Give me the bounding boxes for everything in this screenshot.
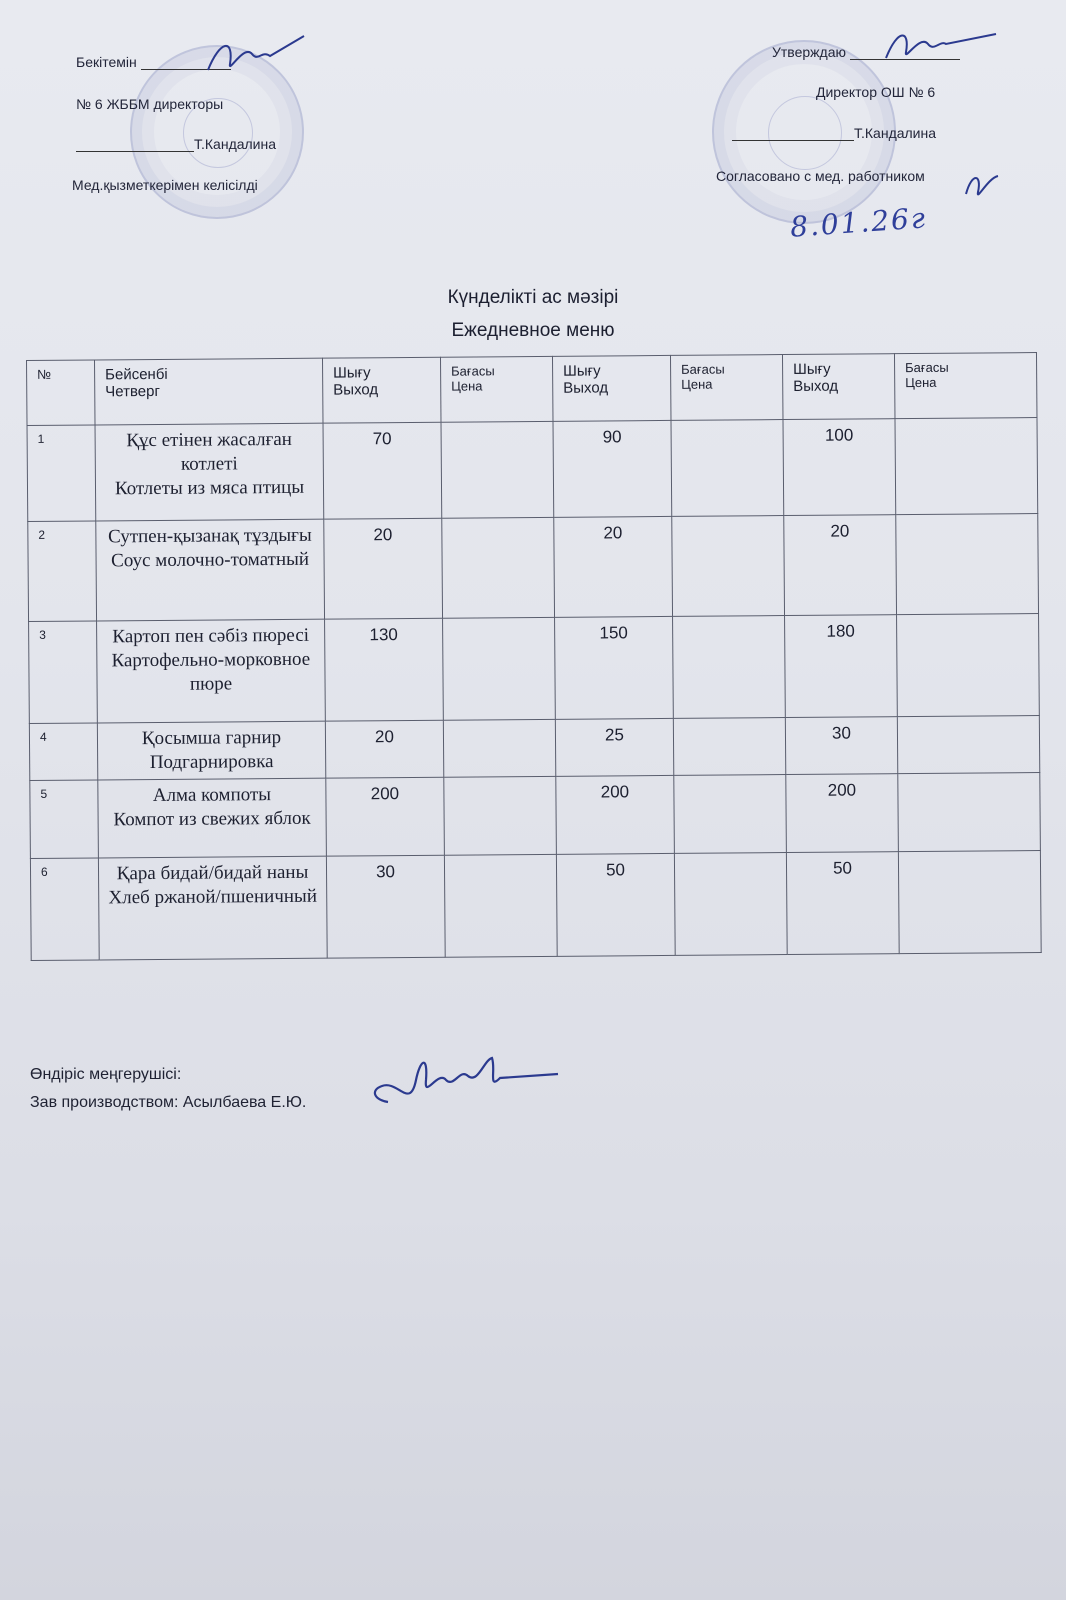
output-2-cell: 50 xyxy=(556,853,675,956)
output-1-cell: 200 xyxy=(326,777,445,856)
table-row xyxy=(29,614,1040,724)
price-1-cell xyxy=(444,854,557,957)
price-2-cell xyxy=(674,775,787,854)
row-num: 5 xyxy=(30,780,99,859)
col-output-3-header: Шығу Выход xyxy=(782,354,895,420)
col-num-header: № xyxy=(27,360,96,426)
signature-right-icon xyxy=(880,22,1000,67)
agreed-label-ru: Согласовано с мед. работником xyxy=(716,168,925,184)
price-3-cell xyxy=(898,773,1041,852)
price-1-cell xyxy=(443,719,555,777)
output-3-cell: 180 xyxy=(785,615,898,718)
dish-name: Қосымша гарнир Подгарнировка xyxy=(97,721,325,780)
output-1-cell: 130 xyxy=(325,618,444,721)
col-price-2-header: Бағасы Цена xyxy=(670,355,783,421)
output-3-cell: 100 xyxy=(783,419,896,516)
output-1-cell: 70 xyxy=(323,422,442,519)
title-ru: Ежедневное меню xyxy=(451,320,615,341)
col-price-3-header: Бағасы Цена xyxy=(894,353,1037,419)
output-3-cell: 20 xyxy=(784,515,897,616)
table-row xyxy=(30,851,1041,961)
output-1-cell: 20 xyxy=(324,518,443,619)
price-3-cell xyxy=(897,614,1040,717)
price-2-cell xyxy=(673,616,786,719)
table-row xyxy=(28,514,1039,622)
dish-name: Құс етінен жасалған котлеті Котлеты из мяса птицы xyxy=(95,423,324,521)
dish-name: Картоп пен сәбіз пюресі Картофельно-морковное пюре xyxy=(97,619,326,723)
price-2-cell xyxy=(673,718,785,776)
table-row xyxy=(27,418,1038,522)
price-3-cell xyxy=(895,418,1038,515)
director-of-kz: № 6 ЖББМ директоры xyxy=(76,96,224,112)
signature-footer-icon xyxy=(368,1040,568,1120)
row-num: 4 xyxy=(29,723,97,781)
price-2-cell xyxy=(671,420,784,517)
price-1-cell xyxy=(442,517,555,618)
footer-line-kz: Өндіріс меңгерушісі: xyxy=(30,1066,182,1083)
price-3-cell xyxy=(896,514,1039,615)
price-1-cell xyxy=(441,421,554,518)
price-2-cell xyxy=(672,516,785,617)
title-kz: Күнделікті ас мәзірі xyxy=(447,287,619,308)
table-row xyxy=(30,773,1041,859)
output-1-cell: 20 xyxy=(325,720,443,778)
price-2-cell xyxy=(674,853,787,956)
col-price-1-header: Бағасы Цена xyxy=(440,356,553,422)
table-header-row xyxy=(27,353,1037,426)
director-name-ru: Т.Кандалина xyxy=(732,125,936,141)
row-num: 2 xyxy=(28,521,97,622)
director-of-ru: Директор ОШ № 6 xyxy=(816,84,936,100)
price-3-cell xyxy=(897,716,1039,774)
output-1-cell: 30 xyxy=(326,855,445,958)
row-num: 6 xyxy=(30,858,99,961)
col-output-2-header: Шығу Выход xyxy=(552,355,671,421)
dish-name: Қара бидай/бидай наны Хлеб ржаной/пшеничный xyxy=(98,856,327,960)
agreed-label-kz: Мед.қызметкерімен келісілді xyxy=(72,177,258,193)
price-3-cell xyxy=(898,851,1041,954)
dish-name: Сутпен-қызанақ тұздығы Соус молочно-томатный xyxy=(96,519,325,621)
output-3-cell: 200 xyxy=(786,774,899,853)
price-1-cell xyxy=(443,617,556,720)
output-3-cell: 50 xyxy=(786,852,899,955)
output-2-cell: 200 xyxy=(556,775,675,854)
signature-left-icon xyxy=(200,30,310,80)
handwritten-date: 8.01.26г xyxy=(789,201,929,244)
row-num: 1 xyxy=(27,425,96,522)
output-2-cell: 90 xyxy=(553,420,672,517)
table-row xyxy=(29,716,1039,781)
dish-name: Алма компоты Компот из свежих яблок xyxy=(98,778,327,858)
menu-table xyxy=(26,352,1042,961)
approve-label-kz: Бекітемін xyxy=(76,54,231,70)
row-num: 3 xyxy=(29,621,98,724)
footer-line-ru: Зав производством: Асылбаева Е.Ю. xyxy=(30,1094,307,1111)
price-1-cell xyxy=(444,776,557,855)
col-output-1-header: Шығу Выход xyxy=(322,357,441,423)
output-3-cell: 30 xyxy=(785,717,897,775)
approve-label-ru: Утверждаю xyxy=(772,44,960,60)
output-2-cell: 20 xyxy=(554,516,673,617)
director-name-kz: Т.Кандалина xyxy=(76,136,276,152)
output-2-cell: 150 xyxy=(555,616,674,719)
output-2-cell: 25 xyxy=(555,718,673,776)
signature-med-icon xyxy=(962,168,1002,204)
col-day-header: Бейсенбі Четверг xyxy=(95,358,324,425)
